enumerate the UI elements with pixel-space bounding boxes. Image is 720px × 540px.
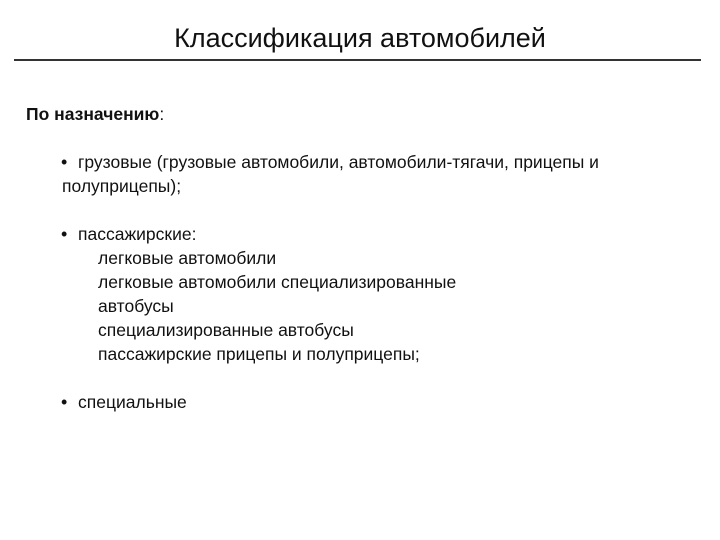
slide-content <box>26 102 666 414</box>
bullet-special <box>26 390 666 414</box>
bullet-cargo <box>26 150 666 198</box>
section-heading-suffix: : <box>159 104 165 124</box>
bullet-dot-icon: • <box>61 152 68 172</box>
section-heading-bold: По назначению <box>26 104 160 124</box>
bullet-passenger <box>26 222 666 246</box>
list-item: легковые автомобили специализированные <box>98 272 457 292</box>
list-item: пассажирские прицепы и полуприцепы; <box>98 344 420 364</box>
slide-title: Классификация автомобилей <box>174 23 546 53</box>
bullet-special-text: специальные <box>78 392 187 412</box>
bullet-passenger-text: пассажирские: <box>78 224 197 244</box>
list-item: легковые автомобили <box>98 248 277 268</box>
list-item: автобусы <box>98 296 174 316</box>
title-divider <box>14 59 701 61</box>
list-item: специализированные автобусы <box>98 320 354 340</box>
bullet-cargo-text: грузовые (грузовые автомобили, автомобили-тягачи, прицепы и полуприцепы); <box>62 152 599 196</box>
passenger-sub-list <box>26 246 666 366</box>
bullet-dot-icon: • <box>61 224 68 244</box>
section-heading <box>26 102 666 126</box>
bullet-dot-icon: • <box>61 392 68 412</box>
